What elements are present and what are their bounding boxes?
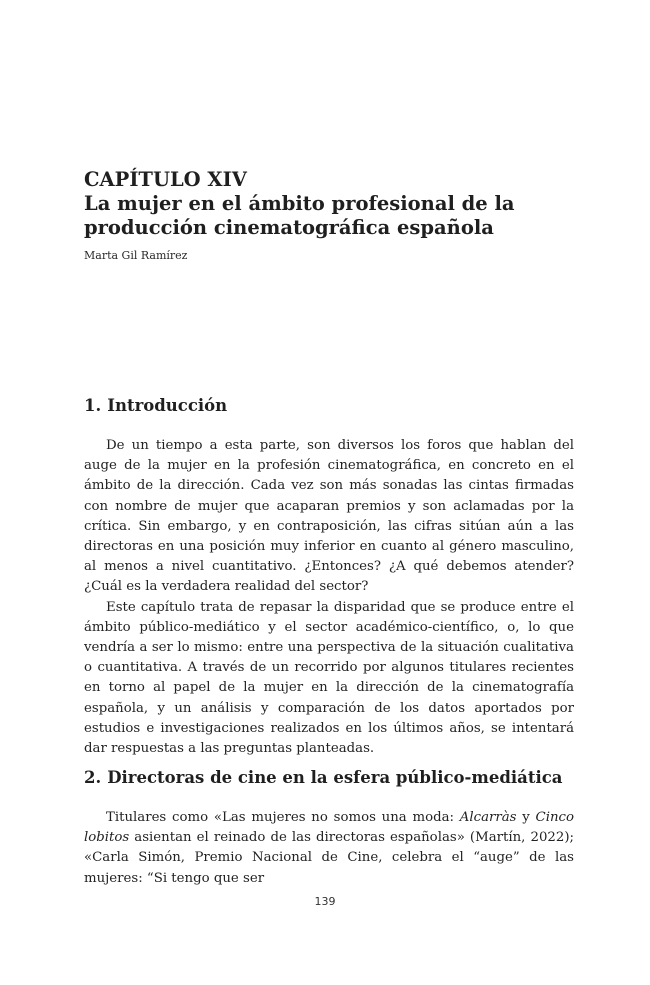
- text-run: Titulares como «Las mujeres no somos una moda:: [106, 810, 460, 825]
- chapter-label: CAPÍTULO XIV: [84, 168, 247, 191]
- section-title: Directoras de cine en la esfera público-mediática: [107, 768, 563, 787]
- chapter-title: La mujer en el ámbito profesional de la producción cinematográfica española: [84, 192, 515, 239]
- section-introduccion: [84, 396, 574, 759]
- paragraph: De un tiempo a esta parte, son diversos los foros que hablan del auge de la mujer en la profesión cinematográfica, en concreto en el ámbito de la dirección. Cada vez son más sonadas las cintas firmadas con nombre de mujer que acaparan premios y son aclamadas por la crítica. Sin embargo, y en contraposición, las cifras sitúan aún a las directoras en una posición muy inferior en cuanto al género masculino, al menos a nivel cuantitativo. ¿Entonces? ¿A qué debemos atender? ¿Cuál es la verdadera realidad del sector?: [84, 438, 574, 595]
- section-title: Introducción: [107, 396, 228, 415]
- film-title: Alcarràs: [459, 810, 517, 825]
- paragraph: [84, 808, 574, 889]
- section-directoras: [84, 768, 574, 889]
- section-heading: [84, 768, 574, 788]
- film-title: Cinco lobitos: [84, 810, 574, 846]
- page-number: 139: [314, 895, 336, 908]
- section-body: [84, 808, 574, 889]
- section-number: 1.: [84, 396, 102, 415]
- text-run: y: [516, 810, 536, 825]
- section-body: [84, 436, 574, 759]
- chapter-header: [84, 168, 584, 263]
- text-run: asientan el reinado de las directoras españolas» (Martín, 2022); «Carla Simón, Premio Nacional de Cine, celebra el “auge” de las mujeres: “Si tengo que ser: [84, 830, 574, 886]
- section-number: 2.: [84, 768, 102, 787]
- section-heading: [84, 396, 574, 416]
- chapter-author: Marta Gil Ramírez: [84, 249, 188, 262]
- paragraph: Este capítulo trata de repasar la disparidad que se produce entre el ámbito público-mediático y el sector académico-científico, o, lo que vendría a ser lo mismo: entre una perspectiva de la situación cualitativa o cuantitativa. A través de un recorrido por algunos titulares recientes en torno al papel de la mujer en la dirección de la cinematografía española, y un análisis y comparación de los datos aportados por estudios e investigaciones realizados en los últimos años, se intentará dar respuestas a las preguntas planteadas.: [84, 599, 574, 757]
